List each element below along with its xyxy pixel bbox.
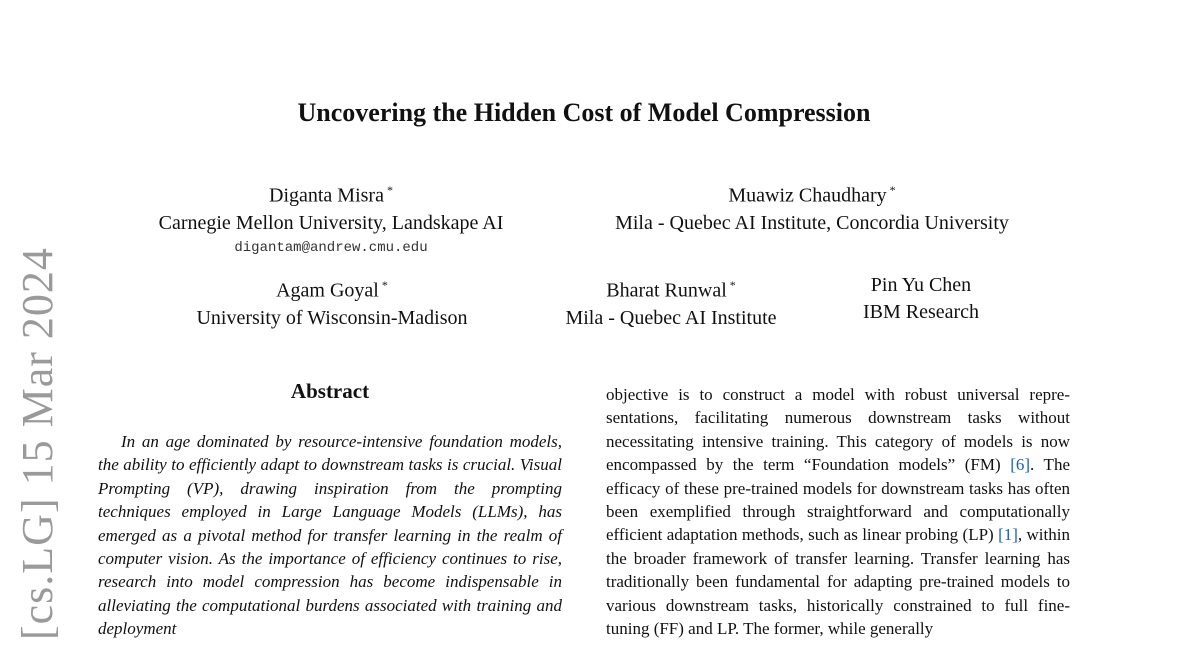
abstract-heading: Abstract (290, 379, 370, 403)
author-affiliation: Mila - Quebec AI Institute, Concordia University (615, 211, 1009, 234)
equal-contribution-mark: * (729, 278, 736, 292)
paper-title: Uncovering the Hidden Cost of Model Compression (297, 98, 871, 127)
author-block-3 (170, 272, 494, 332)
author-name: Diganta Misra (269, 184, 384, 207)
author-block-4 (544, 272, 798, 332)
intro-text-part-3: , within the broader framework of transfer learning. Transfer learning has traditionally been fundamental for adapting pre-trained models to various downstream tasks, historically constrained to full fine-tuning (FF) and LP. The former, while generally (606, 525, 1070, 639)
author-name: Pin Yu Chen (870, 274, 972, 296)
author-block-5 (846, 272, 996, 326)
citation-link-1[interactable]: [1] (998, 525, 1018, 545)
author-affiliation: Mila - Quebec AI Institute (565, 306, 777, 329)
author-affiliation: IBM Research (862, 301, 980, 323)
equal-contribution-mark: * (386, 183, 393, 197)
author-affiliation: Carnegie Mellon University, Landskape AI (158, 211, 504, 234)
author-name: Bharat Runwal (606, 279, 727, 302)
author-affiliation: University of Wisconsin-Madison (196, 306, 468, 329)
author-name: Agam Goyal (276, 279, 379, 302)
arxiv-side-stamp: [cs.LG] 15 Mar 2024 (13, 247, 62, 640)
author-block-2 (580, 177, 1044, 237)
equal-contribution-mark: * (889, 183, 896, 197)
intro-paragraph (606, 383, 1070, 640)
citation-link-6[interactable]: [6] (1010, 455, 1031, 475)
author-email[interactable]: digantam@andrew.cmu.edu (234, 239, 428, 256)
author-block-1 (128, 177, 534, 259)
intro-text-part-2: . The efficacy of these pre-trained models for downstream tasks has often been exemplified through straightforward and computationally efficient adaptation methods, such as linear probing (LP) (606, 455, 1070, 545)
abstract-text: In an age dominated by resource-intensive foundation models, the ability to efficiently adapt to downstream tasks is crucial. Visual Prompting (VP), drawing inspiration from the prompting techniques employed in Large Language Models (LLMs), has emerged as a pivotal method for transfer learning in the realm of computer vision. As the importance of efficiency continues to rise, research into model compression has become indispensable in alleviating the computational burdens associated with training and deployment (98, 432, 562, 639)
intro-text-part-1: objective is to construct a model with robust universal representations, facilitating numerous downstream tasks without necessitating intensive training. This category of models is now encompassed by the term “Foundation models” (FM) (606, 385, 1070, 475)
author-name: Muawiz Chaudhary (728, 184, 887, 207)
equal-contribution-mark: * (381, 278, 388, 292)
